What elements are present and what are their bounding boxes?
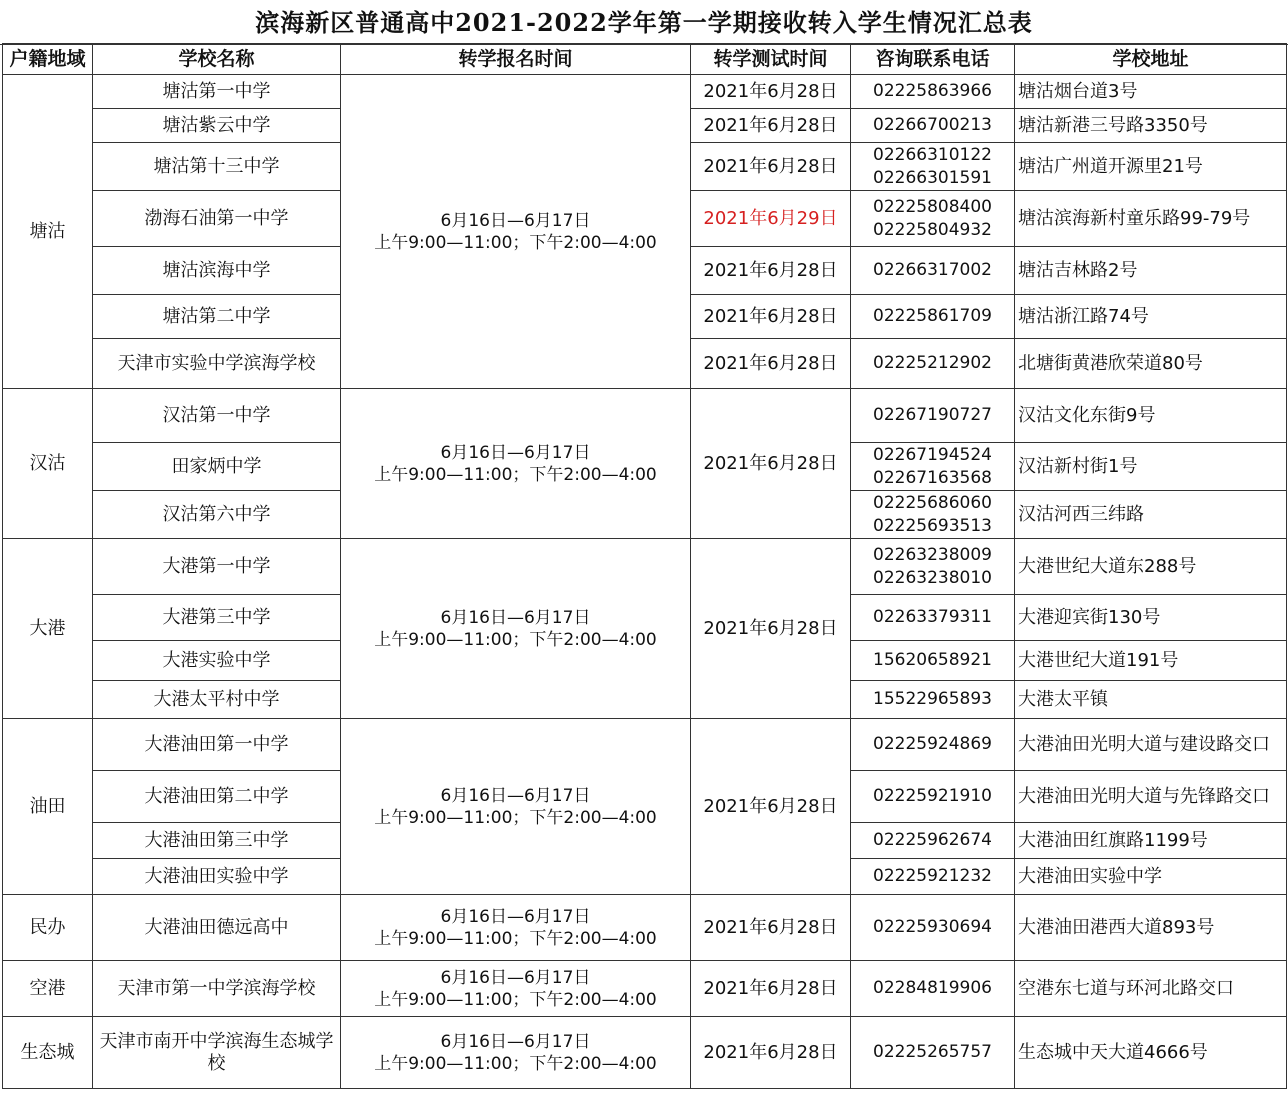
contact-phone: 02225930694 <box>851 895 1015 961</box>
school-address: 塘沽新港三号路3350号 <box>1015 109 1287 143</box>
contact-phone: 02225924869 <box>851 719 1015 771</box>
contact-phone: 02225921910 <box>851 771 1015 823</box>
school-name: 大港油田第三中学 <box>93 823 341 859</box>
table-row <box>3 895 1287 961</box>
header-phone: 咨询联系电话 <box>851 44 1015 75</box>
table-row <box>3 719 1287 771</box>
contact-phone: 02267194524 02267163568 <box>851 443 1015 491</box>
school-name: 大港油田实验中学 <box>93 859 341 895</box>
region-cell: 生态城 <box>3 1017 93 1089</box>
test-date: 2021年6月28日 <box>691 539 851 719</box>
school-name: 大港实验中学 <box>93 641 341 681</box>
school-address: 大港迎宾街130号 <box>1015 595 1287 641</box>
school-address: 大港油田实验中学 <box>1015 859 1287 895</box>
registration-time: 6月16日—6月17日 上午9:00—11:00；下午2:00—4:00 <box>341 961 691 1017</box>
table-row <box>3 1017 1287 1089</box>
contact-phone: 02225808400 02225804932 <box>851 191 1015 247</box>
school-name: 大港第一中学 <box>93 539 341 595</box>
school-address: 大港世纪大道191号 <box>1015 641 1287 681</box>
school-address: 大港油田港西大道893号 <box>1015 895 1287 961</box>
contact-phone: 02225962674 <box>851 823 1015 859</box>
test-date: 2021年6月28日 <box>691 295 851 339</box>
test-date: 2021年6月28日 <box>691 961 851 1017</box>
school-name: 大港第三中学 <box>93 595 341 641</box>
school-address: 汉沽文化东街9号 <box>1015 389 1287 443</box>
school-name: 汉沽第六中学 <box>93 491 341 539</box>
registration-time: 6月16日—6月17日 上午9:00—11:00；下午2:00—4:00 <box>341 539 691 719</box>
header-region: 户籍地域 <box>3 44 93 75</box>
contact-phone: 02225212902 <box>851 339 1015 389</box>
header-registration: 转学报名时间 <box>341 44 691 75</box>
school-address: 大港世纪大道东288号 <box>1015 539 1287 595</box>
test-date: 2021年6月28日 <box>691 719 851 895</box>
school-name: 塘沽滨海中学 <box>93 247 341 295</box>
registration-time: 6月16日—6月17日 上午9:00—11:00；下午2:00—4:00 <box>341 895 691 961</box>
contact-phone: 02263238009 02263238010 <box>851 539 1015 595</box>
registration-time: 6月16日—6月17日 上午9:00—11:00；下午2:00—4:00 <box>341 719 691 895</box>
registration-time: 6月16日—6月17日 上午9:00—11:00；下午2:00—4:00 <box>341 389 691 539</box>
transfer-table <box>2 43 1287 1089</box>
test-date-highlighted: 2021年6月29日 <box>691 191 851 247</box>
school-address: 生态城中天大道4666号 <box>1015 1017 1287 1089</box>
region-cell: 民办 <box>3 895 93 961</box>
registration-time: 6月16日—6月17日 上午9:00—11:00；下午2:00—4:00 <box>341 1017 691 1089</box>
school-address: 塘沽吉林路2号 <box>1015 247 1287 295</box>
school-address: 大港油田光明大道与建设路交口 <box>1015 719 1287 771</box>
contact-phone: 02263379311 <box>851 595 1015 641</box>
registration-time: 6月16日—6月17日 上午9:00—11:00；下午2:00—4:00 <box>341 75 691 389</box>
header-school: 学校名称 <box>93 44 341 75</box>
school-address: 大港油田光明大道与先锋路交口 <box>1015 771 1287 823</box>
school-address: 塘沽广州道开源里21号 <box>1015 143 1287 191</box>
school-name: 汉沽第一中学 <box>93 389 341 443</box>
header-test-date: 转学测试时间 <box>691 44 851 75</box>
contact-phone: 15522965893 <box>851 681 1015 719</box>
region-cell: 空港 <box>3 961 93 1017</box>
school-name: 田家炳中学 <box>93 443 341 491</box>
contact-phone: 02284819906 <box>851 961 1015 1017</box>
test-date: 2021年6月28日 <box>691 339 851 389</box>
region-cell: 汉沽 <box>3 389 93 539</box>
school-name: 天津市南开中学滨海生态城学校 <box>93 1017 341 1089</box>
table-row <box>3 539 1287 595</box>
header-address: 学校地址 <box>1015 44 1287 75</box>
school-address: 北塘街黄港欣荣道80号 <box>1015 339 1287 389</box>
test-date: 2021年6月28日 <box>691 109 851 143</box>
contact-phone: 02266700213 <box>851 109 1015 143</box>
contact-phone: 02266310122 02266301591 <box>851 143 1015 191</box>
contact-phone: 02225861709 <box>851 295 1015 339</box>
school-address: 汉沽河西三纬路 <box>1015 491 1287 539</box>
test-date: 2021年6月28日 <box>691 143 851 191</box>
school-address: 塘沽浙江路74号 <box>1015 295 1287 339</box>
region-cell: 大港 <box>3 539 93 719</box>
region-cell: 油田 <box>3 719 93 895</box>
test-date: 2021年6月28日 <box>691 247 851 295</box>
school-address: 塘沽烟台道3号 <box>1015 75 1287 109</box>
school-name: 塘沽紫云中学 <box>93 109 341 143</box>
contact-phone: 02225265757 <box>851 1017 1015 1089</box>
table-row <box>3 961 1287 1017</box>
table-row <box>3 389 1287 443</box>
school-name: 大港太平村中学 <box>93 681 341 719</box>
school-address: 大港油田红旗路1199号 <box>1015 823 1287 859</box>
school-name: 大港油田德远高中 <box>93 895 341 961</box>
test-date: 2021年6月28日 <box>691 75 851 109</box>
test-date: 2021年6月28日 <box>691 895 851 961</box>
table-row <box>3 75 1287 109</box>
region-cell: 塘沽 <box>3 75 93 389</box>
school-name: 塘沽第十三中学 <box>93 143 341 191</box>
contact-phone: 02266317002 <box>851 247 1015 295</box>
contact-phone: 02225863966 <box>851 75 1015 109</box>
header-row <box>3 44 1287 75</box>
school-name: 天津市实验中学滨海学校 <box>93 339 341 389</box>
school-name: 塘沽第二中学 <box>93 295 341 339</box>
school-name: 大港油田第二中学 <box>93 771 341 823</box>
contact-phone: 15620658921 <box>851 641 1015 681</box>
school-address: 大港太平镇 <box>1015 681 1287 719</box>
school-address: 塘沽滨海新村童乐路99-79号 <box>1015 191 1287 247</box>
test-date: 2021年6月28日 <box>691 1017 851 1089</box>
school-name: 渤海石油第一中学 <box>93 191 341 247</box>
contact-phone: 02267190727 <box>851 389 1015 443</box>
contact-phone: 02225921232 <box>851 859 1015 895</box>
school-name: 大港油田第一中学 <box>93 719 341 771</box>
school-address: 汉沽新村街1号 <box>1015 443 1287 491</box>
table-title: 滨海新区普通高中2021-2022学年第一学期接收转入学生情况汇总表 <box>0 0 1288 45</box>
contact-phone: 02225686060 02225693513 <box>851 491 1015 539</box>
test-date: 2021年6月28日 <box>691 389 851 539</box>
school-name: 天津市第一中学滨海学校 <box>93 961 341 1017</box>
school-address: 空港东七道与环河北路交口 <box>1015 961 1287 1017</box>
school-name: 塘沽第一中学 <box>93 75 341 109</box>
